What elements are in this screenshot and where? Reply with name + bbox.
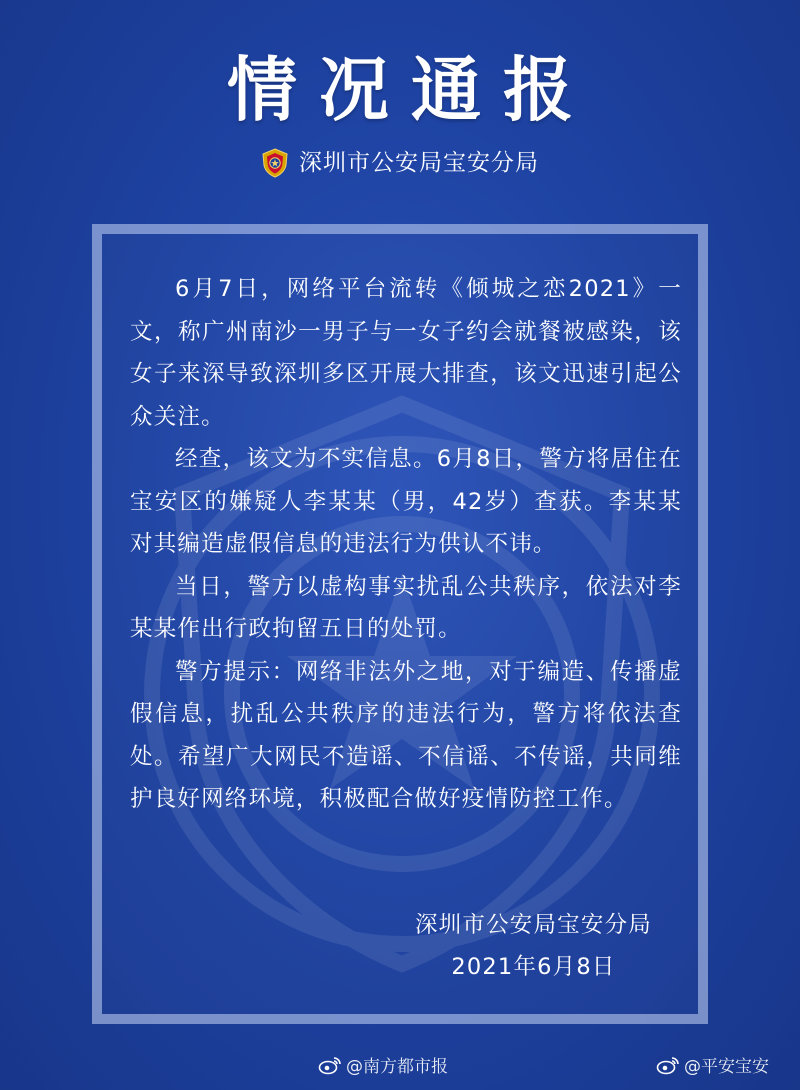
- signature-block: [415, 904, 652, 988]
- footer-watermarks: [0, 1052, 800, 1082]
- police-badge-icon: [261, 148, 289, 178]
- watermark-pingan-text: @平安宝安: [684, 1057, 769, 1077]
- notice-body: [130, 268, 682, 821]
- signature-org: 深圳市公安局宝安分局: [414, 912, 652, 938]
- signature-date: 2021年6月8日: [451, 954, 616, 980]
- paragraph-4: 警方提示：网络非法外之地，对于编造、传播虚假信息，扰乱公共秩序的违法行为，警方将依法查处。希望广大网民不造谣、不信谣、不传谣，共同维护良好网络环境，积极配合做好疫情防控工作。: [130, 658, 682, 812]
- issuer-name: 深圳市公安局宝安分局: [299, 150, 539, 176]
- paragraph-3: 当日，警方以虚构事实扰乱公共秩序，依法对李某某作出行政拘留五日的处罚。: [130, 573, 682, 642]
- watermark-pingan: [656, 1052, 769, 1077]
- notice-frame: [92, 224, 708, 1024]
- watermark-nanfang-text: @南方都市报: [346, 1057, 448, 1077]
- weibo-icon: [318, 1055, 342, 1075]
- issuer-row: [0, 148, 800, 178]
- weibo-icon: [656, 1055, 680, 1075]
- paragraph-1: 6月7日，网络平台流转《倾城之恋2021》一文，称广州南沙一男子与一女子约会就餐被感染，该女子来深导致深圳多区开展大排查，该文迅速引起公众关注。: [130, 276, 682, 430]
- watermark-nanfang: [318, 1052, 448, 1077]
- paragraph-2: 经查，该文为不实信息。6月8日，警方将居住在宝安区的嫌疑人李某某（男，42岁）查获。李某某对其编造虚假信息的违法行为供认不讳。: [130, 446, 682, 557]
- page-title: 情况通报: [227, 48, 595, 131]
